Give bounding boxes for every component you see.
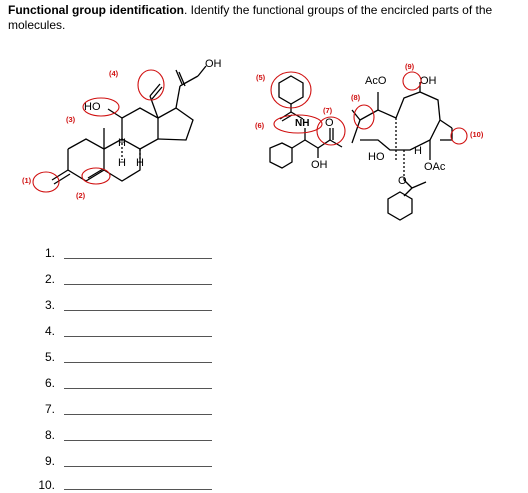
group-labels [22, 62, 484, 200]
atom-aco: AcO [365, 75, 387, 87]
answer-blank-3[interactable] [64, 310, 212, 311]
atom-h-3: H [136, 157, 144, 169]
answer-number-7: 7. [44, 402, 55, 416]
molecules-figure [0, 0, 528, 240]
atom-ho-left: HO [84, 101, 101, 113]
answer-blank-8[interactable] [64, 440, 212, 441]
atom-oh-right: OH [420, 75, 437, 87]
label-10: (10) [470, 130, 484, 139]
atom-h-right: H [414, 145, 422, 157]
atom-h-2: H [118, 157, 126, 169]
circle-5 [271, 72, 311, 108]
atom-o-ester: O [398, 175, 407, 187]
circle-10 [451, 128, 467, 144]
label-8: (8) [351, 93, 361, 102]
atom-oac: OAc [424, 161, 446, 173]
answer-number-8: 8. [44, 428, 55, 442]
label-7: (7) [323, 106, 333, 115]
answer-number-6: 6. [44, 376, 55, 390]
answer-blank-2[interactable] [64, 284, 212, 285]
circle-2 [82, 168, 110, 184]
taxol-molecule [270, 76, 452, 220]
label-3: (3) [66, 115, 76, 124]
answer-blank-1[interactable] [64, 258, 212, 259]
circle-1 [33, 172, 59, 192]
atom-ho-bottom: HO [368, 151, 385, 163]
atom-nh: NH [295, 118, 310, 129]
question-title: Functional group identification [8, 3, 184, 17]
label-9: (9) [405, 62, 415, 71]
answer-blank-4[interactable] [64, 336, 212, 337]
answer-blank-6[interactable] [64, 388, 212, 389]
answer-blank-7[interactable] [64, 414, 212, 415]
answer-number-2: 2. [44, 272, 55, 286]
circle-9 [403, 72, 421, 90]
atom-oh-chain: OH [311, 159, 328, 171]
answer-blank-10[interactable] [64, 489, 212, 490]
label-4: (4) [109, 69, 119, 78]
answer-number-9: 9. [44, 454, 55, 468]
label-6: (6) [255, 121, 265, 130]
answer-blank-5[interactable] [64, 362, 212, 363]
answer-blank-9[interactable] [64, 466, 212, 467]
label-1: (1) [22, 176, 32, 185]
answer-number-10: 10. [38, 478, 55, 492]
atom-o-7: O [325, 117, 334, 129]
atom-h-1: H [118, 137, 126, 149]
answer-number-1: 1. [44, 246, 55, 260]
question-body: . Identify the functional groups of the encircled parts of the molecules. [8, 3, 493, 32]
label-2: (2) [76, 191, 86, 200]
steroid-molecule [52, 66, 206, 184]
answer-number-5: 5. [44, 350, 55, 364]
label-5: (5) [256, 73, 266, 82]
answer-number-3: 3. [44, 298, 55, 312]
answer-number-4: 4. [44, 324, 55, 338]
atom-oh-top: OH [205, 58, 222, 70]
